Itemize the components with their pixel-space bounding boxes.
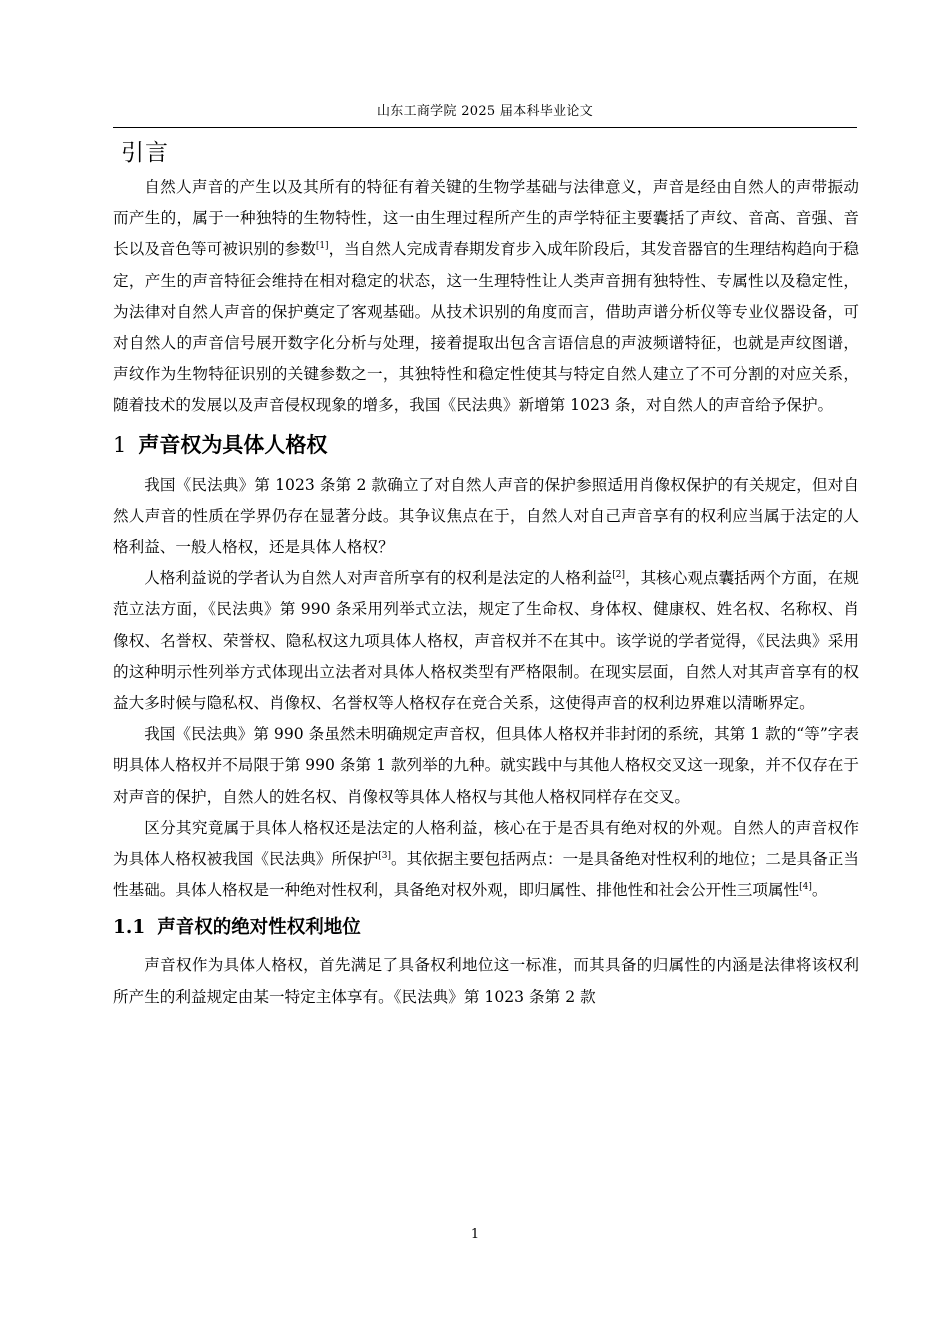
intro-p1-text-a: 自然人声音的产生以及其所有的特征有着关键的生物学基础与法律意义，声音是经由自然人的声带振动而产生的，属于一种独特的生物特性，这一由生理过程所产生的声学特征主要囊括了声纹、音高、音强、音长以及音色等可被识别的参数 <box>113 178 859 259</box>
intro-heading: 引言 <box>121 140 169 166</box>
citation-4: [4] <box>799 882 812 893</box>
section-1-paragraph-4 <box>113 813 859 907</box>
section-1-title: 声音权为具体人格权 <box>138 431 328 457</box>
header-rule <box>113 127 857 128</box>
section-1-paragraph-3: 我国《民法典》第 990 条虽然未明确规定声音权，但具体人格权并非封闭的系统，其第 1 款的“等”字表明具体人格权并不局限于第 990 条第 1 款列举的九种。就实践中与其他人格权交叉这一现象，并不仅存在于对声音的保护，自然人的姓名权、肖像权等具体人格权与其他人格权同样存在交叉。 <box>113 725 859 806</box>
section-1-heading <box>113 422 859 468</box>
s1-p4-text-c: 。 <box>811 881 828 900</box>
s1-p2-text-b: ，其核心观点囊括两个方面，在规范立法方面，《民法典》第 990 条采用列举式立法，规定了生命权、身体权、健康权、姓名权、名称权、肖像权、名誉权、荣誉权、隐私权这九项具体人格权，声音权并不在其中。该学说的学者觉得，《民法典》采用的这种明示性列举方式体现出立法者对具体人格权类型有严格限制。在现实层面，自然人对其声音享有的权益大多时候与隐私权、肖像权、名誉权等人格权存在竞合关系，这使得声音的权利边界难以清晰界定。 <box>113 569 859 713</box>
intro-p1-text-b: ，当自然人完成青春期发育步入成年阶段后，其发音器官的生理结构趋向于稳定，产生的声音特征会维持在相对稳定的状态，这一生理特性让人类声音拥有独特性、专属性以及稳定性，为法律对自然人声音的保护奠定了客观基础。从技术识别的角度而言，借助声谱分析仪等专业仪器设备，可对自然人的声音信号展开数字化分析与处理，接着提取出包含言语信息的声波频谱特征，也就是声纹图谱，声纹作为生物特征识别的关键参数之一，其独特性和稳定性使其与特定自然人建立了不可分割的对应关系，随着技术的发展以及声音侵权现象的增多，我国《民法典》新增第 1023 条，对自然人的声音给予保护。 <box>113 240 859 415</box>
section-1-number: 1 <box>113 432 127 457</box>
citation-2: [2] <box>612 570 625 581</box>
page-number: 1 <box>470 1227 480 1242</box>
citation-1: [1] <box>315 241 329 252</box>
s1-p4-text-a: 区分其究竟属于具体人格权还是法定的人格利益，核心在于是否具有绝对权的外观。自然人的声音权作为具体人格权被我国《民法典》所保护 <box>113 818 859 869</box>
citation-3: [3] <box>378 850 391 861</box>
section-1-1-number: 1.1 <box>113 917 146 939</box>
body-content <box>113 134 859 1013</box>
section-1-1-paragraph-1: 声音权作为具体人格权，首先满足了具备权利地位这一标准，而其具备的归属性的内涵是法律将该权利所产生的利益规定由某一特定主体享有。《民法典》第 1023 条第 2 款 <box>113 956 859 1006</box>
section-1-paragraph-2 <box>113 563 859 719</box>
section-1-1-heading <box>113 906 859 950</box>
section-1-paragraph-1: 我国《民法典》第 1023 条第 2 款确立了对自然人声音的保护参照适用肖像权保护的有关规定，但对自然人声音的性质在学界仍存在显著分歧。其争议焦点在于，自然人对自己声音享有的权利应当属于法定的人格利益、一般人格权，还是具体人格权？ <box>113 475 859 557</box>
section-1-1-title: 声音权的绝对性权利地位 <box>157 917 361 939</box>
s1-p4-text-b: 。其依据主要包括两点：一是具备绝对性权利的地位；二是具备正当性基础。具体人格权是一种绝对性权利，具备绝对权外观，即归属性、排他性和社会公开性三项属性 <box>113 850 859 900</box>
intro-paragraph <box>113 172 859 422</box>
s1-p2-text-a: 人格利益说的学者认为自然人对声音所享有的权利是法定的人格利益 <box>144 569 613 588</box>
running-header: 山东工商学院 2025 届本科毕业论文 <box>376 104 594 119</box>
